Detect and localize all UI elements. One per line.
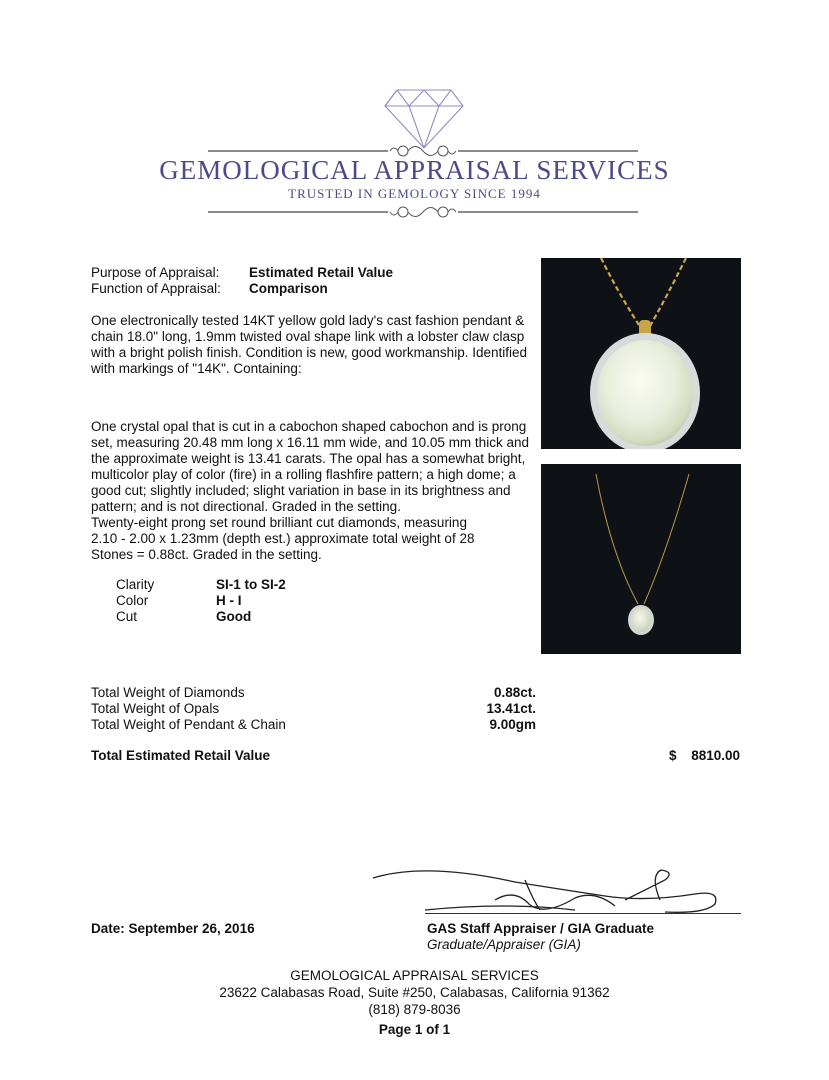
total-value-pendant: 9.00gm bbox=[489, 717, 536, 732]
grade-label-clarity: Clarity bbox=[116, 577, 155, 592]
grade-label-cut: Cut bbox=[116, 609, 138, 624]
company-logo-title: GEMOLOGICAL APPRAISAL SERVICES bbox=[159, 155, 670, 185]
function-label: Function of Appraisal: bbox=[91, 281, 221, 296]
footer-company: GEMOLOGICAL APPRAISAL SERVICES bbox=[290, 968, 539, 983]
header-ornament-bottom bbox=[208, 201, 638, 223]
appraisal-date: Date: September 26, 2016 bbox=[91, 921, 255, 936]
total-value-opals: 13.41ct. bbox=[486, 701, 536, 716]
pendant-closeup-photo bbox=[541, 258, 741, 449]
retail-value-amount: 8810.00 bbox=[691, 748, 740, 763]
diamond-description: Twenty-eight prong set round brilliant cut diamonds, measuring 2.10 - 2.00 x 1.23mm (depth est.) approximate total weight of 28 Stones = 0.88ct. Graded in the setting. bbox=[91, 515, 475, 562]
purpose-label: Purpose of Appraisal: bbox=[91, 265, 220, 280]
company-tagline: TRUSTED IN GEMOLOGY SINCE 1994 bbox=[288, 186, 541, 201]
purpose-value: Estimated Retail Value bbox=[249, 265, 394, 280]
total-label-diamonds: Total Weight of Diamonds bbox=[91, 685, 245, 700]
appraiser-name: GAS Staff Appraiser / GIA Graduate bbox=[427, 921, 655, 936]
function-value: Comparison bbox=[249, 281, 328, 296]
footer-address: 23622 Calabasas Road, Suite #250, Calabasas, California 91362 bbox=[219, 985, 610, 1000]
appraiser-signature bbox=[365, 860, 745, 920]
total-value-diamonds: 0.88ct. bbox=[493, 685, 536, 700]
signature-line bbox=[425, 913, 741, 914]
item-description: One electronically tested 14KT yellow gold lady's cast fashion pendant & chain 18.0" long, 1.9mm twisted oval shape link with a lobster claw clasp with a bright polish finish. Condition is new, good workmanship. Identified with markings of "14K". Containing: bbox=[91, 313, 527, 376]
pendant-chain-photo bbox=[541, 464, 741, 654]
retail-value-label: Total Estimated Retail Value bbox=[91, 748, 271, 763]
total-label-opals: Total Weight of Opals bbox=[91, 701, 220, 716]
currency-symbol: $ bbox=[669, 748, 677, 763]
appraiser-title: Graduate/Appraiser (GIA) bbox=[427, 937, 581, 952]
total-label-pendant: Total Weight of Pendant & Chain bbox=[91, 717, 286, 732]
footer-phone: (818) 879-8036 bbox=[368, 1002, 461, 1017]
opal-description: One crystal opal that is cut in a cabochon shaped cabochon and is prong set, measuring 20.48 mm long x 16.11 mm wide, and 10.05 mm thick and the approximate weight is 13.41 carats. The opal has a somewhat bright, multicolor play of color (fire) in a rolling flashfire pattern; a high dome; a good cut; slightly included; slight variation in base in its brightness and pattern; and is not directional. Graded in the setting. bbox=[91, 419, 529, 514]
grade-value-cut: Good bbox=[216, 609, 252, 624]
grade-label-color: Color bbox=[116, 593, 149, 608]
grade-value-clarity: SI-1 to SI-2 bbox=[216, 577, 286, 592]
page-number: Page 1 of 1 bbox=[378, 1022, 451, 1037]
grade-value-color: H - I bbox=[216, 593, 242, 608]
